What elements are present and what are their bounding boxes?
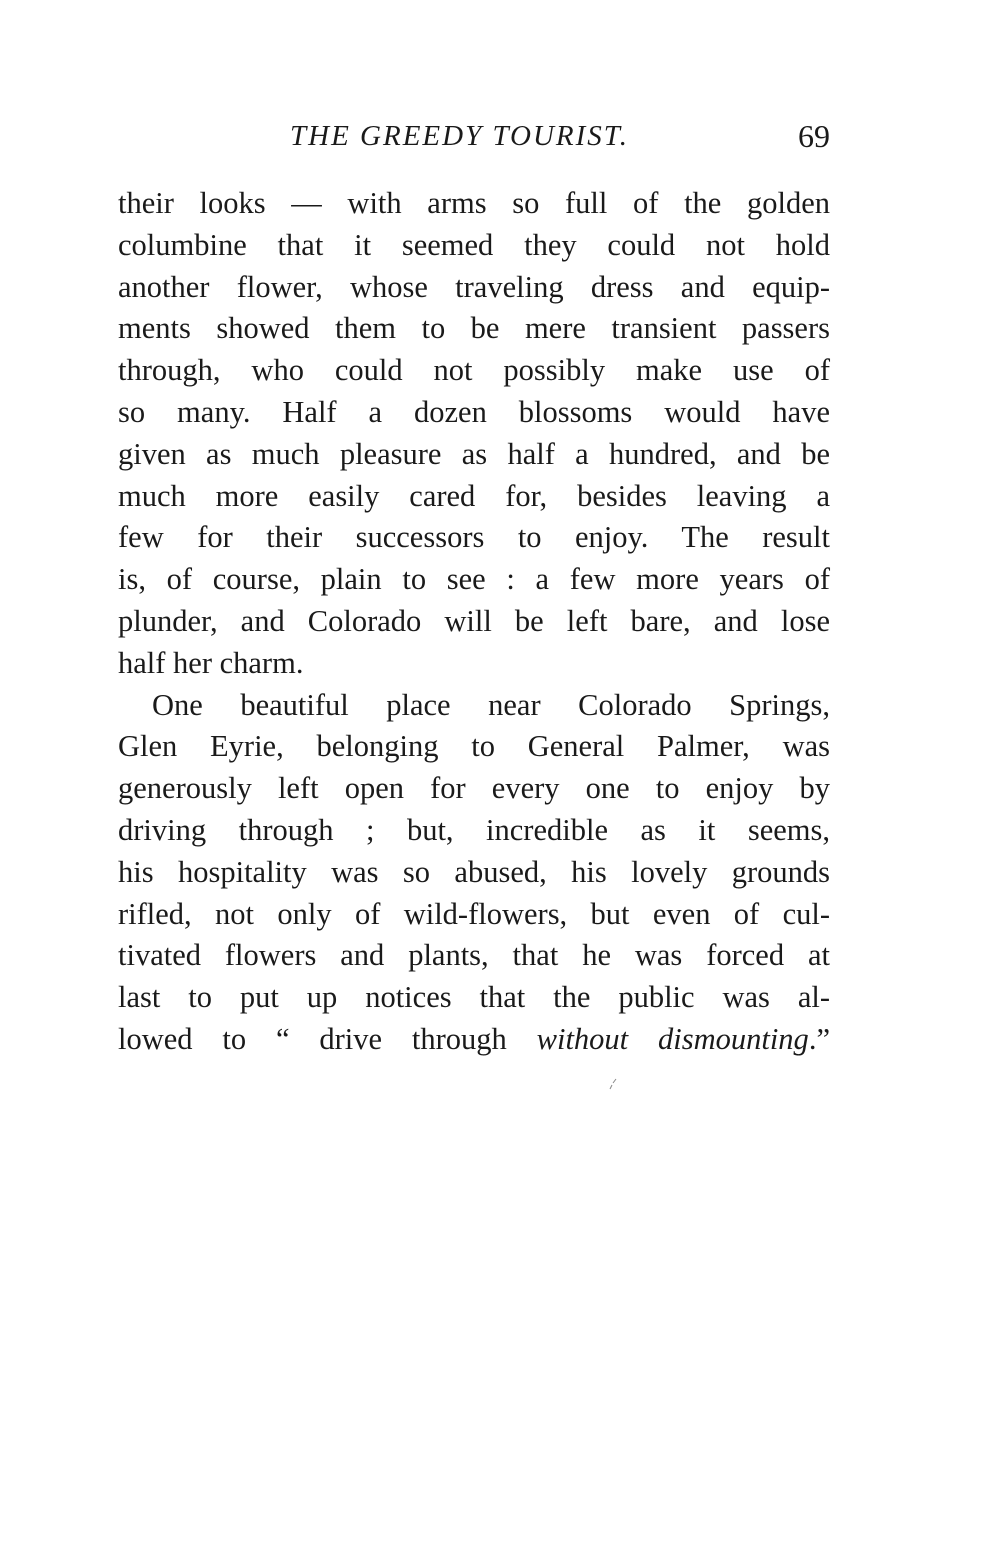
text-line: is, of course, plain to see : a few more years of bbox=[118, 562, 830, 597]
text-line: few for their successors to enjoy. The result bbox=[118, 520, 830, 555]
text-line: last to put up notices that the public was al- bbox=[118, 980, 830, 1015]
speck-icon bbox=[608, 1078, 618, 1090]
text-line: their looks — with arms so full of the golden bbox=[118, 186, 830, 220]
text-line: Glen Eyrie, belonging to General Palmer, was bbox=[118, 729, 830, 764]
text-line: columbine that it seemed they could not hold bbox=[118, 227, 830, 262]
page-number: 69 bbox=[798, 118, 830, 154]
text-line: One beautiful place near Colorado Springs, bbox=[152, 687, 830, 722]
text-line: his hospitality was so abused, his lovely grounds bbox=[118, 854, 830, 889]
final-line-emphasis: without dismounting bbox=[536, 1021, 809, 1056]
text-line: plunder, and Colorado will be left bare, and lose bbox=[118, 603, 830, 638]
paragraph-1 bbox=[118, 183, 830, 685]
page-header bbox=[118, 118, 830, 162]
text-line: half her charm. bbox=[118, 645, 304, 680]
paragraph-2 bbox=[118, 685, 830, 1061]
text-line: much more easily cared for, besides leaving a bbox=[118, 478, 830, 513]
text-line: another flower, whose traveling dress and equip- bbox=[118, 269, 830, 304]
text-line: ments showed them to be mere transient passers bbox=[118, 311, 830, 346]
text-line: so many. Half a dozen blossoms would have bbox=[118, 394, 830, 429]
text-line: driving through ; but, incredible as it seems, bbox=[118, 812, 830, 847]
text-line: rifled, not only of wild-flowers, but even of cul- bbox=[118, 896, 830, 931]
final-line-prefix: lowed to “ drive through bbox=[118, 1021, 537, 1056]
text-line: given as much pleasure as half a hundred, and be bbox=[118, 436, 830, 471]
print-speck bbox=[608, 1078, 618, 1090]
text-line: tivated flowers and plants, that he was forced at bbox=[118, 938, 830, 973]
text-line: through, who could not possibly make use of bbox=[118, 353, 830, 388]
final-line-suffix: .” bbox=[808, 1021, 830, 1056]
body-text bbox=[118, 183, 830, 1061]
running-title: THE GREEDY TOURIST. bbox=[290, 120, 630, 152]
text-line-final bbox=[118, 1019, 830, 1061]
text-line: generously left open for every one to enjoy by bbox=[118, 771, 830, 806]
